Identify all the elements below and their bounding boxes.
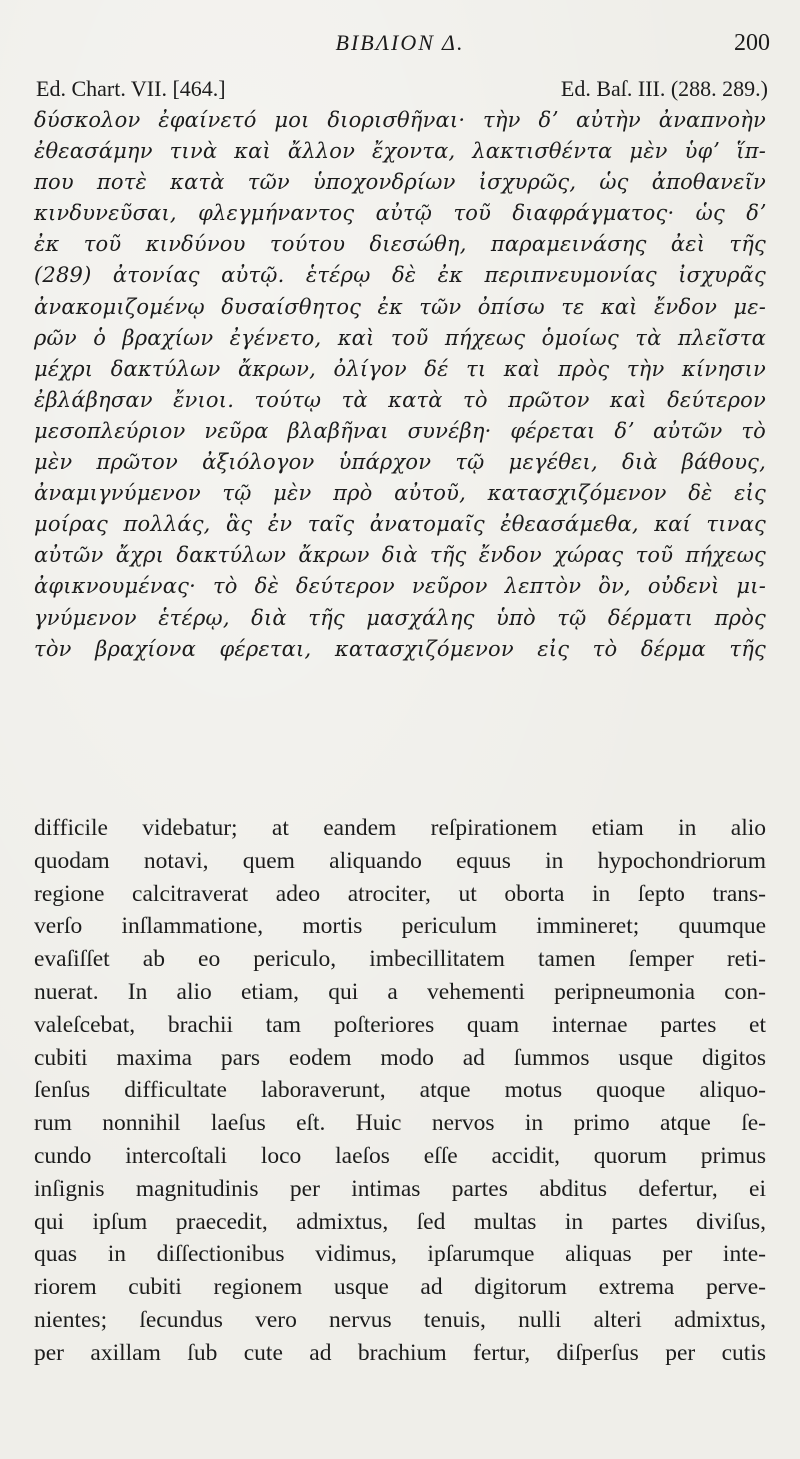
latin-line: cubiti maxima pars eodem modo ad ſummos usque digitos (34, 1044, 766, 1071)
latin-line: quodam notavi, quem aliquando equus in hypochondriorum (34, 847, 766, 874)
page-number: 200 (734, 30, 770, 56)
latin-line: regione calcitraverat adeo atrociter, ut oborta in ſepto trans- (34, 880, 766, 907)
latin-line: riorem cubiti regionem usque ad digitorum extrema perve- (34, 1274, 766, 1301)
greek-line: ἀφικνουμένας· τὸ δὲ δεύτερον νεῦρον λεπτὸν ὂν, οὐδενὶ μι- (34, 574, 766, 599)
latin-line: ſenſus difficultate laboraverunt, atque motus quoque aliquo- (34, 1077, 766, 1104)
latin-line: per axillam ſub cute ad brachium fertur, diſperſus per cutis (34, 1339, 766, 1366)
greek-line: ρῶν ὁ βραχίων ἐγένετο, καὶ τοῦ πήχεως ὁμοίως τὰ πλεῖστα (34, 325, 766, 350)
greek-line: ἐβλάβησαν ἔνιοι. τούτῳ τὰ κατὰ τὸ πρῶτον καὶ δεύτερον (34, 387, 766, 412)
latin-line: valeſcebat, brachii tam poſteriores quam internae partes et (34, 1011, 766, 1038)
greek-line: ἐκ τοῦ κινδύνου τούτου διεσώθη, παραμεινάσης ἀεὶ τῆς (34, 232, 766, 257)
greek-line: ἀνακομιζομένῳ δυσαίσθητος ἐκ τῶν ὀπίσω τε καὶ ἔνδον με- (34, 294, 766, 319)
latin-line: cundo intercoſtali loco laeſos eſſe accidit, quorum primus (34, 1142, 766, 1169)
greek-line: γνύμενον ἑτέρῳ, διὰ τῆς μασχάλης ὑπὸ τῷ δέρματι πρὸς (34, 605, 766, 630)
running-title: ΒΙΒΛΙΟΝ Δ. (335, 30, 465, 55)
edition-reference-basel: Ed. Baſ. III. (288. 289.) (560, 76, 768, 101)
greek-line: δύσκολον ἐφαίνετό μοι διορισθῆναι· τὴν δʼ αὐτὴν ἀναπνοὴν (34, 108, 766, 132)
latin-line: evaſiſſet ab eo periculo, imbecillitatem tamen ſemper reti- (34, 946, 766, 973)
greek-line: μέχρι δακτύλων ἄκρων, ὀλίγον δέ τι καὶ πρὸς τὴν κίνησιν (34, 356, 766, 381)
greek-line: μοίρας πολλάς, ἃς ἐν ταῖς ἀνατομαῖς ἐθεασάμεθα, καί τινας (34, 512, 766, 537)
edition-reference-chartier: Ed. Chart. VII. [464.] (36, 76, 226, 101)
latin-line: rum nonnihil laeſus eſt. Huic nervos in primo atque ſe- (34, 1110, 766, 1137)
latin-line: quas in diſſectionibus vidimus, ipſarumque aliquas per inte- (34, 1241, 766, 1268)
latin-line: difficile videbatur; at eandem reſpirationem etiam in alio (34, 815, 766, 841)
latin-line: inſignis magnitudinis per intimas partes abditus defertur, ei (34, 1175, 766, 1202)
greek-line: τὸν βραχίονα φέρεται, κατασχιζόμενον εἰς τὸ δέρμα τῆς (34, 636, 766, 661)
greek-line: αὐτῶν ἄχρι δακτύλων ἄκρων διὰ τῆς ἔνδον χώρας τοῦ πήχεως (34, 543, 766, 568)
latin-line: nuerat. In alio etiam, qui a vehementi peripneumonia con- (34, 978, 766, 1005)
greek-line: (289) ἀτονίας αὐτῷ. ἑτέρῳ δὲ ἐκ περιπνευμονίας ἰσχυρᾶς (34, 263, 766, 288)
latin-text-column (34, 812, 766, 1370)
latin-line: qui ipſum praecedit, admixtus, ſed multas in partes diviſus, (34, 1208, 766, 1235)
latin-line: verſo inſlammatione, mortis periculum immineret; quumque (34, 913, 766, 940)
greek-text-column (34, 105, 766, 665)
greek-line: ἐθεασάμην τινὰ καὶ ἄλλον ἔχοντα, λακτισθέντα μὲν ὑφʼ ἵπ- (34, 139, 766, 164)
latin-line: nientes; ſecundus vero nervus tenuis, nulli alteri admixtus, (34, 1306, 766, 1333)
greek-line: ἀναμιγνύμενον τῷ μὲν πρὸ αὐτοῦ, κατασχιζόμενον δὲ εἰς (34, 481, 766, 506)
greek-line: μεσοπλεύριον νεῦρα βλαβῆναι συνέβη· φέρεται δʼ αὐτῶν τὸ (34, 418, 766, 443)
greek-line: κινδυνεῦσαι, φλεγμήναντος αὐτῷ τοῦ διαφράγματος· ὡς δʼ (34, 201, 766, 226)
greek-line: μὲν πρῶτον ἀξιόλογον ὑπάρχον τῷ μεγέθει, διὰ βάθους, (34, 450, 766, 475)
greek-line: που ποτὲ κατὰ τῶν ὑποχονδρίων ἰσχυρῶς, ὡς ἀποθανεῖν (34, 170, 766, 195)
